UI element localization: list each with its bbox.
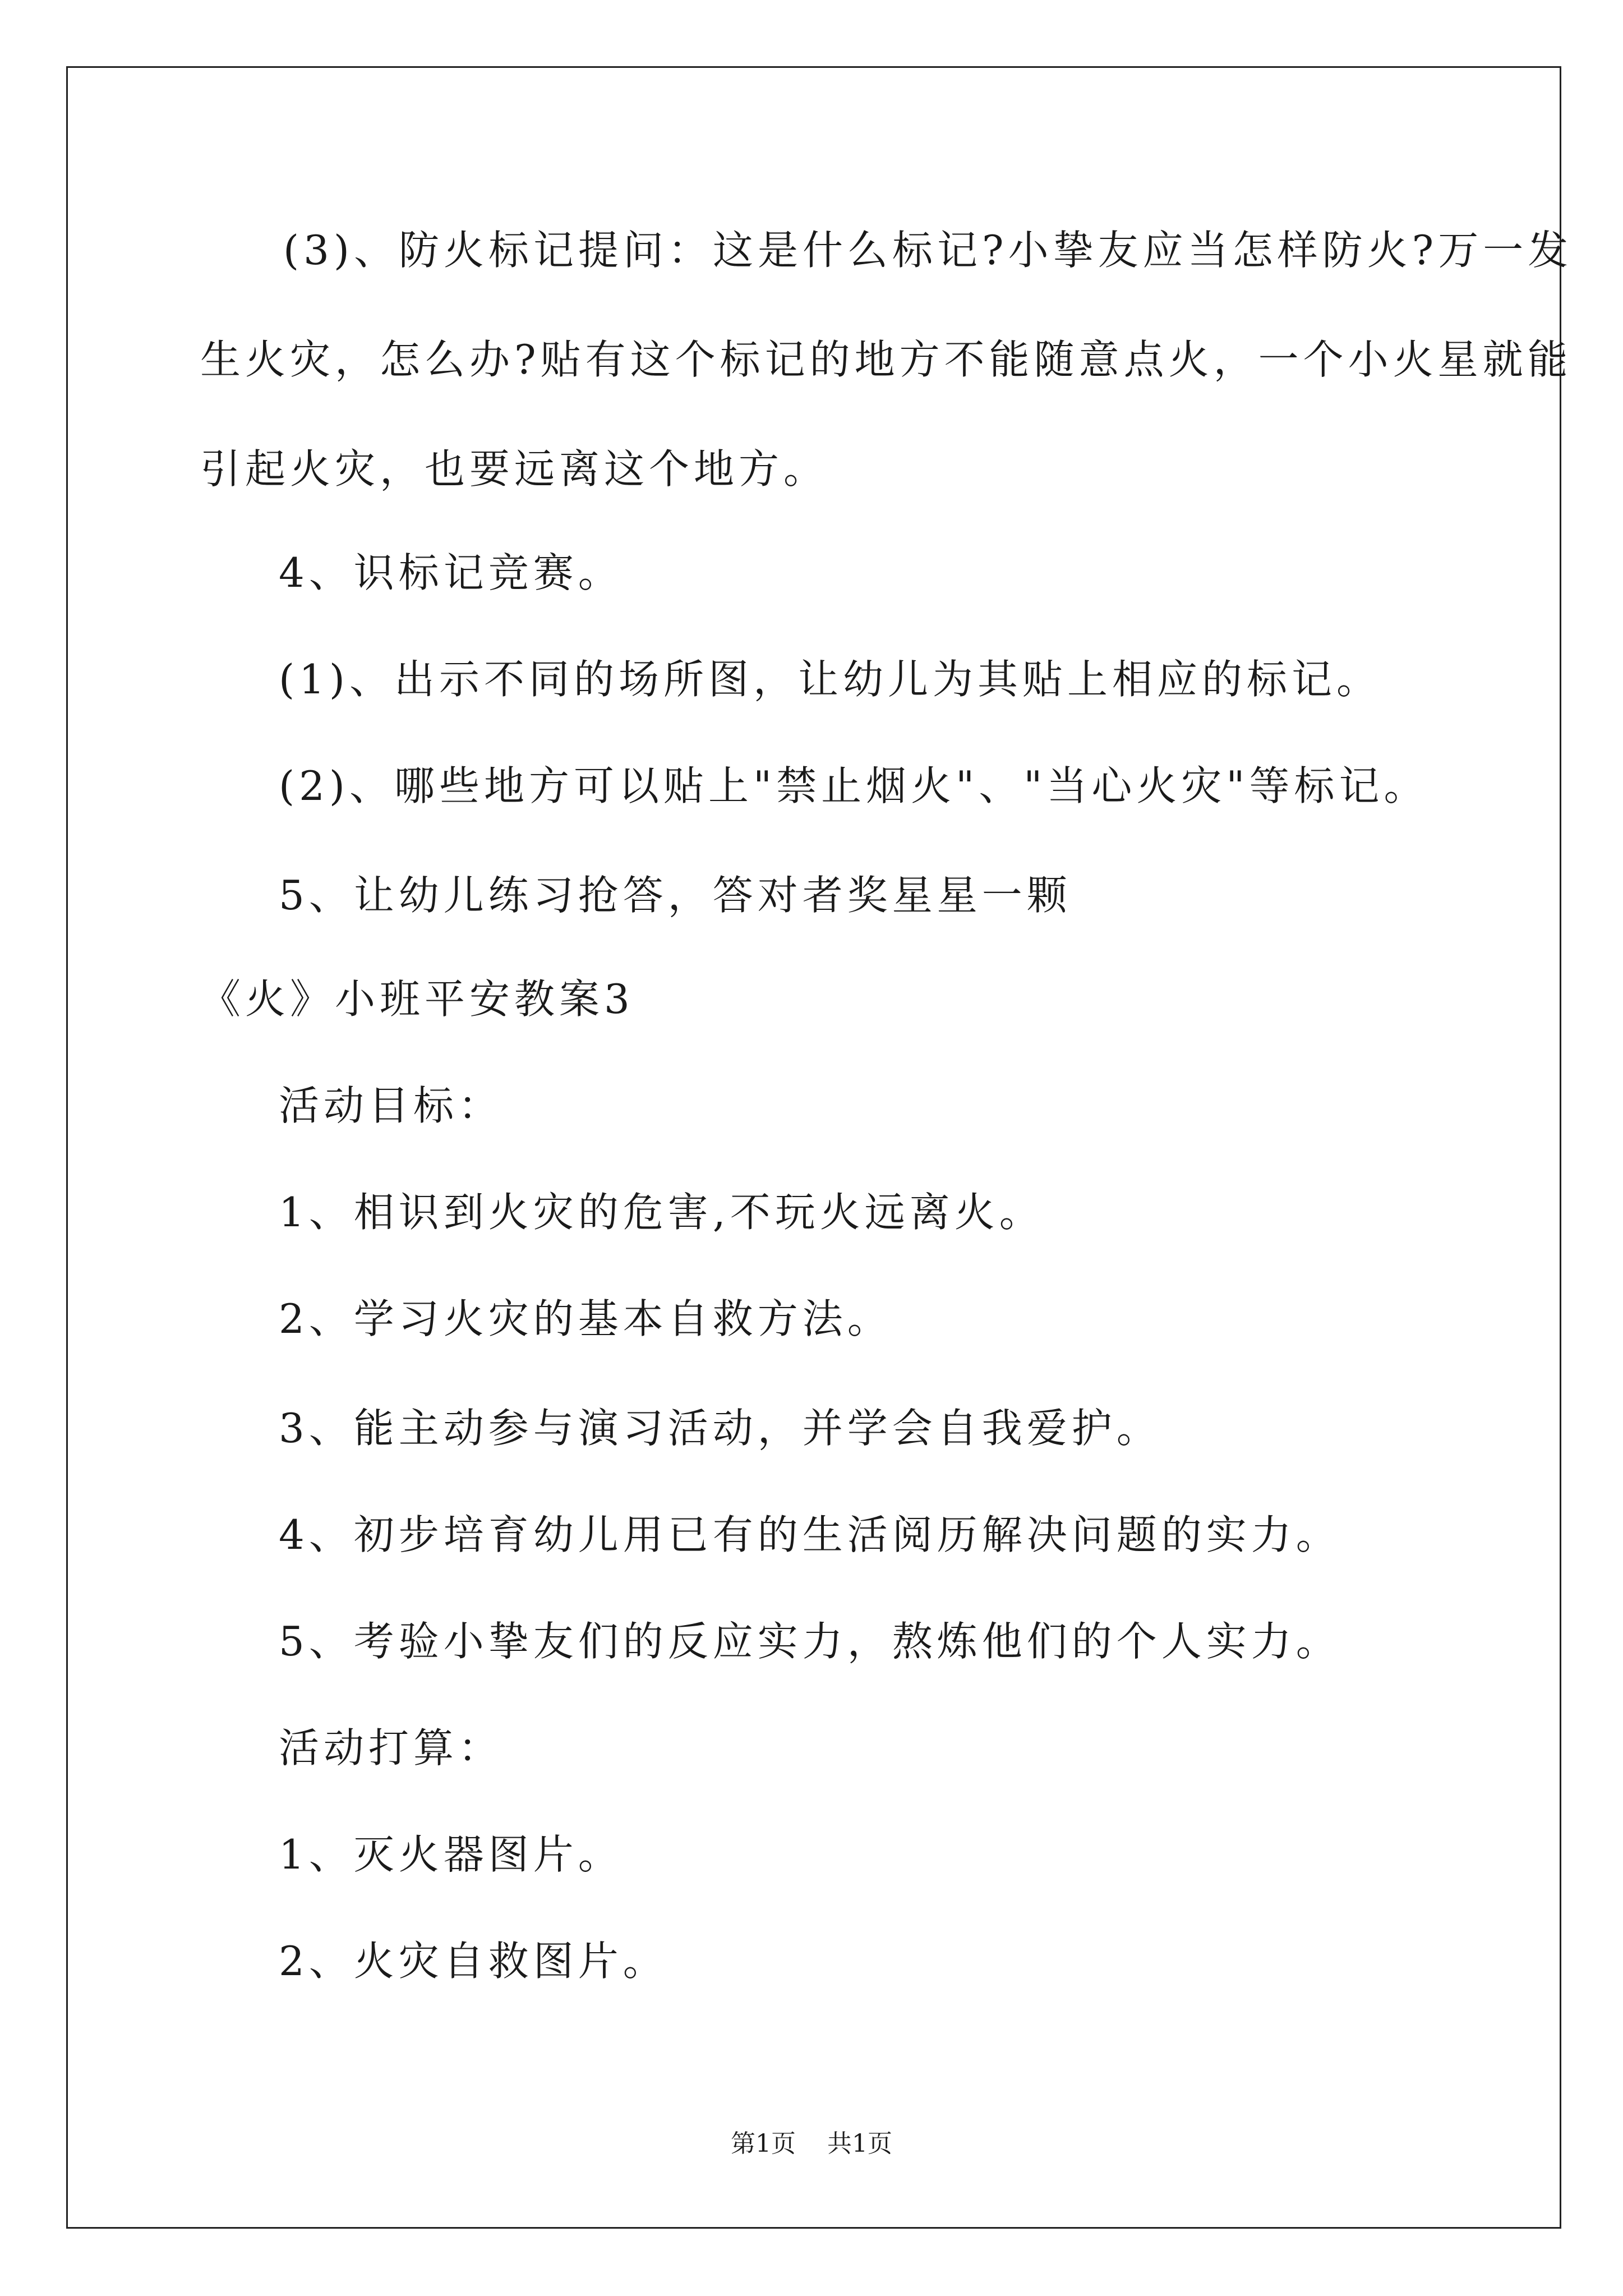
paragraph-line: 4、识标记竞赛。 [279,549,623,596]
list-item: 5、考验小挚友们的反应实力，熬炼他们的个人实力。 [279,1618,1341,1665]
page-footer [0,2129,1623,2158]
page-number-current: 第1页 [731,2129,796,2158]
list-item: 2、学习火灾的基本自救方法。 [279,1295,892,1342]
section-heading: 《火》小班平安教案3 [200,976,634,1023]
paragraph-line: 引起火灾，也要远离这个地方。 [200,445,829,493]
list-item: 2、火灾自救图片。 [279,1938,668,1985]
subheading-objectives: 活动目标： [279,1082,504,1129]
paragraph-line: (2)、哪些地方可以贴上"禁止烟火"、"当心火灾"等标记。 [279,762,1429,809]
list-item: 4、初步培育幼儿用已有的生活阅历解决问题的实力。 [279,1511,1341,1558]
subheading-preparation: 活动打算： [279,1724,504,1772]
page-number-total: 共1页 [827,2129,892,2158]
list-item: 3、能主动参与演习活动，并学会自我爱护。 [279,1405,1161,1452]
list-item: 1、相识到火灾的危害,不玩火远离火。 [279,1189,1044,1236]
paragraph-line: (1)、出示不同的场所图，让幼儿为其贴上相应的标记。 [279,656,1381,703]
paragraph-line: 生火灾，怎么办?贴有这个标记的地方不能随意点火，一个小火星就能 [200,336,1573,383]
paragraph-line: 5、让幼儿练习抢答，答对者奖星星一颗 [279,872,1072,919]
list-item: 1、灭火器图片。 [279,1831,623,1878]
paragraph-line: (3)、防火标记提问：这是什么标记?小挚友应当怎样防火?万一发 [283,227,1573,274]
